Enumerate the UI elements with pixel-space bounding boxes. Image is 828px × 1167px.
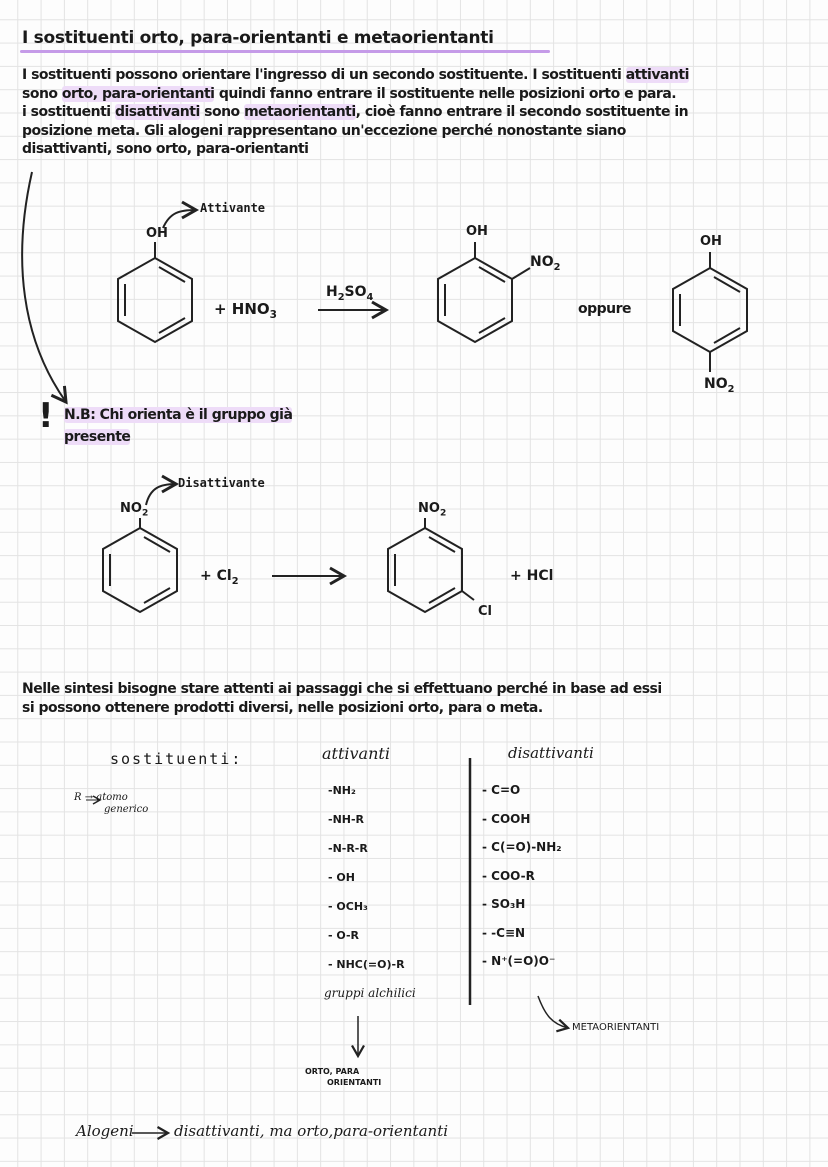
meta-arrow bbox=[538, 996, 568, 1028]
ortho-oh: OH bbox=[466, 224, 488, 239]
deactivating-list bbox=[482, 776, 562, 976]
benzene-ring-meta bbox=[388, 518, 474, 612]
activating-list bbox=[324, 776, 416, 1008]
sostituenti-heading: sostituenti: bbox=[110, 750, 243, 768]
list-item: - COO-R bbox=[482, 868, 535, 883]
exclamation-icon: ! bbox=[38, 396, 54, 436]
list-item: - SO₃H bbox=[482, 897, 526, 911]
para-no2: $NO_2$ bbox=[704, 376, 735, 395]
disattivante-arrow bbox=[146, 484, 176, 505]
list-item: - NHC(=O)-R bbox=[328, 958, 405, 971]
alogeni-description: disattivanti, ma orto,para-orientanti bbox=[174, 1122, 449, 1140]
text: disattivanti, sono orto, para-orientanti bbox=[22, 141, 309, 157]
metaorientanti-label: METAORIENTANTI bbox=[572, 1022, 660, 1033]
text: posizione meta. Gli alogeni rappresentano un'eccezione perché nonostante siano bbox=[22, 122, 626, 139]
text: I sostituenti possono orientare l'ingresso di un secondo sostituente. I sostituenti bbox=[22, 67, 626, 83]
highlight-attivanti: attivanti bbox=[625, 67, 689, 83]
disattivanti-heading: disattivanti bbox=[508, 744, 594, 762]
list-item: - -C≡N bbox=[482, 925, 526, 940]
attivanti-heading: attivanti bbox=[322, 744, 390, 763]
list-item: - N⁺(=O)O⁻ bbox=[482, 954, 556, 968]
benzene-ring-ortho bbox=[438, 242, 530, 342]
benzene-ring-nitrobenzene bbox=[103, 518, 177, 612]
page-title: I sostituenti orto, para-orientanti e metaorientanti bbox=[22, 28, 494, 48]
ortho-no2: $NO_2$ bbox=[530, 254, 561, 273]
benzene-ring-phenol bbox=[118, 242, 192, 342]
r-note: R → atomo generico bbox=[74, 792, 149, 815]
list-item: - OH bbox=[328, 871, 355, 884]
orto-para-label: ORTO, PARA ORIENTANTI bbox=[305, 1067, 382, 1087]
product-cl: Cl bbox=[478, 604, 492, 619]
product-no2: $NO_2$ bbox=[418, 501, 447, 519]
intro-paragraph bbox=[22, 66, 689, 159]
reagent-hno3: + $HNO_3$ bbox=[214, 300, 277, 321]
phenol-oh: OH bbox=[146, 226, 168, 241]
para-oh: OH bbox=[700, 234, 722, 249]
highlight-disattivanti: disattivanti bbox=[114, 104, 200, 120]
disattivante-label: Disattivante bbox=[178, 476, 265, 490]
list-item: gruppi alchilici bbox=[324, 986, 416, 1000]
attivante-arrow bbox=[163, 210, 196, 228]
oppure-label: oppure bbox=[578, 301, 632, 317]
list-item: - C(=O)-NH₂ bbox=[482, 840, 562, 854]
curved-arrow bbox=[22, 172, 66, 402]
catalyst-h2so4: $H_2SO_4$ bbox=[326, 284, 374, 303]
synthesis-paragraph: Nelle sintesi bisogne stare attenti ai passaggi che si effettuano perché in base ad essi si possono ottenere prodotti diversi, nelle posizioni orto, para o meta. bbox=[22, 681, 662, 716]
list-item: - O-R bbox=[328, 929, 359, 942]
list-item: - C=O bbox=[482, 783, 521, 797]
attivante-label: Attivante bbox=[200, 201, 266, 215]
list-item: -NH-R bbox=[328, 813, 365, 826]
list-item: - COOH bbox=[482, 811, 531, 826]
highlight-orto-para: orto, para-orientanti bbox=[61, 85, 215, 102]
list-item: -N-R-R bbox=[328, 842, 368, 855]
nitro-group: $NO_2$ bbox=[120, 501, 149, 519]
alogeni-label: Alogeni bbox=[76, 1122, 134, 1140]
text: sono bbox=[199, 104, 245, 120]
list-item: - OCH₃ bbox=[328, 900, 368, 913]
title-underline bbox=[20, 50, 550, 53]
benzene-ring-para bbox=[673, 252, 747, 372]
list-item: -NH₂ bbox=[328, 784, 356, 797]
nb-note: N.B: Chi orienta è il gruppo già presente bbox=[64, 407, 293, 445]
text: sono bbox=[22, 85, 62, 102]
reagent-cl2: + $Cl_2$ bbox=[200, 568, 239, 587]
text: quindi fanno entrare il sostituente nelle posizioni orto e para. bbox=[214, 85, 677, 102]
text: i sostituenti bbox=[22, 104, 115, 120]
byproduct-hcl: + HCl bbox=[510, 568, 554, 584]
highlight-metaorientanti: metaorientanti bbox=[244, 104, 356, 120]
text: , cioè fanno entrare il secondo sostituente in bbox=[355, 104, 689, 120]
